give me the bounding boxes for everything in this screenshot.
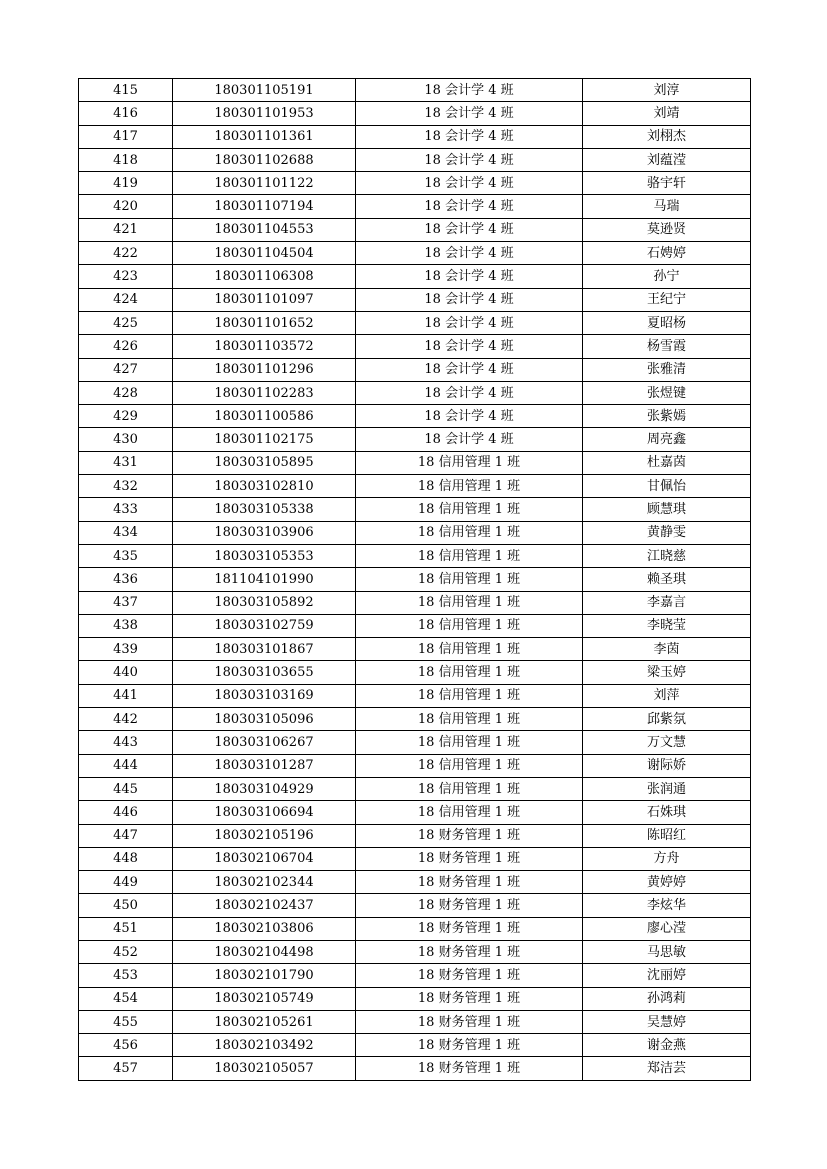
table-row	[79, 1010, 751, 1033]
table-row	[79, 638, 751, 661]
student-name-cell: 孙鸿莉	[583, 987, 751, 1010]
student-id-cell: 180303102759	[173, 614, 356, 637]
student-name-cell: 石姝琪	[583, 801, 751, 824]
class-name-cell: 18 信用管理 1 班	[356, 777, 583, 800]
class-name-cell: 18 信用管理 1 班	[356, 591, 583, 614]
student-id-cell: 180303106694	[173, 801, 356, 824]
row-number-cell: 449	[79, 871, 173, 894]
class-name-cell: 18 会计学 4 班	[356, 288, 583, 311]
table-row	[79, 544, 751, 567]
class-name-cell: 18 财务管理 1 班	[356, 1057, 583, 1080]
class-name-cell: 18 财务管理 1 班	[356, 964, 583, 987]
table-row	[79, 428, 751, 451]
student-id-cell: 180303104929	[173, 777, 356, 800]
student-id-cell: 180302102437	[173, 894, 356, 917]
class-name-cell: 18 财务管理 1 班	[356, 847, 583, 870]
class-name-cell: 18 信用管理 1 班	[356, 498, 583, 521]
class-name-cell: 18 信用管理 1 班	[356, 475, 583, 498]
table-row	[79, 451, 751, 474]
student-id-cell: 181104101990	[173, 568, 356, 591]
class-name-cell: 18 财务管理 1 班	[356, 1034, 583, 1057]
student-id-cell: 180301107194	[173, 195, 356, 218]
table-row	[79, 777, 751, 800]
class-name-cell: 18 信用管理 1 班	[356, 731, 583, 754]
class-name-cell: 18 会计学 4 班	[356, 102, 583, 125]
roster-body	[79, 79, 751, 1081]
student-id-cell: 180303101287	[173, 754, 356, 777]
class-name-cell: 18 信用管理 1 班	[356, 544, 583, 567]
student-name-cell: 顾慧琪	[583, 498, 751, 521]
table-row	[79, 1057, 751, 1080]
class-name-cell: 18 信用管理 1 班	[356, 451, 583, 474]
student-name-cell: 夏昭杨	[583, 311, 751, 334]
table-row	[79, 475, 751, 498]
student-id-cell: 180301100586	[173, 405, 356, 428]
student-id-cell: 180302105749	[173, 987, 356, 1010]
class-name-cell: 18 财务管理 1 班	[356, 894, 583, 917]
row-number-cell: 447	[79, 824, 173, 847]
table-row	[79, 708, 751, 731]
student-name-cell: 李晓莹	[583, 614, 751, 637]
table-row	[79, 731, 751, 754]
table-row	[79, 288, 751, 311]
row-number-cell: 450	[79, 894, 173, 917]
row-number-cell: 417	[79, 125, 173, 148]
student-id-cell: 180301101652	[173, 311, 356, 334]
student-id-cell: 180302103492	[173, 1034, 356, 1057]
row-number-cell: 419	[79, 172, 173, 195]
class-name-cell: 18 会计学 4 班	[356, 358, 583, 381]
row-number-cell: 457	[79, 1057, 173, 1080]
student-id-cell: 180301104504	[173, 242, 356, 265]
row-number-cell: 446	[79, 801, 173, 824]
student-id-cell: 180301105191	[173, 79, 356, 102]
class-name-cell: 18 财务管理 1 班	[356, 917, 583, 940]
student-id-cell: 180301102175	[173, 428, 356, 451]
student-name-cell: 张润通	[583, 777, 751, 800]
student-id-cell: 180303103169	[173, 684, 356, 707]
class-name-cell: 18 会计学 4 班	[356, 405, 583, 428]
class-name-cell: 18 信用管理 1 班	[356, 684, 583, 707]
student-name-cell: 吴慧婷	[583, 1010, 751, 1033]
student-id-cell: 180302102344	[173, 871, 356, 894]
row-number-cell: 421	[79, 218, 173, 241]
class-name-cell: 18 会计学 4 班	[356, 148, 583, 171]
student-name-cell: 沈丽婷	[583, 964, 751, 987]
class-name-cell: 18 会计学 4 班	[356, 265, 583, 288]
student-name-cell: 莫逊贤	[583, 218, 751, 241]
class-name-cell: 18 会计学 4 班	[356, 381, 583, 404]
table-row	[79, 940, 751, 963]
row-number-cell: 423	[79, 265, 173, 288]
student-name-cell: 刘淳	[583, 79, 751, 102]
table-row	[79, 498, 751, 521]
student-roster-table	[78, 78, 751, 1081]
student-id-cell: 180301104553	[173, 218, 356, 241]
class-name-cell: 18 信用管理 1 班	[356, 661, 583, 684]
student-id-cell: 180301101296	[173, 358, 356, 381]
student-name-cell: 陈昭红	[583, 824, 751, 847]
student-name-cell: 杜嘉茵	[583, 451, 751, 474]
row-number-cell: 440	[79, 661, 173, 684]
student-id-cell: 180303105338	[173, 498, 356, 521]
student-id-cell: 180301101122	[173, 172, 356, 195]
table-row	[79, 987, 751, 1010]
class-name-cell: 18 信用管理 1 班	[356, 638, 583, 661]
row-number-cell: 444	[79, 754, 173, 777]
row-number-cell: 424	[79, 288, 173, 311]
row-number-cell: 453	[79, 964, 173, 987]
row-number-cell: 432	[79, 475, 173, 498]
student-name-cell: 李茵	[583, 638, 751, 661]
table-row	[79, 684, 751, 707]
student-name-cell: 周亮鑫	[583, 428, 751, 451]
student-name-cell: 廖心滢	[583, 917, 751, 940]
row-number-cell: 430	[79, 428, 173, 451]
row-number-cell: 448	[79, 847, 173, 870]
table-row	[79, 125, 751, 148]
table-row	[79, 871, 751, 894]
class-name-cell: 18 会计学 4 班	[356, 242, 583, 265]
row-number-cell: 452	[79, 940, 173, 963]
table-row	[79, 102, 751, 125]
row-number-cell: 456	[79, 1034, 173, 1057]
table-row	[79, 824, 751, 847]
class-name-cell: 18 信用管理 1 班	[356, 708, 583, 731]
table-row	[79, 568, 751, 591]
row-number-cell: 425	[79, 311, 173, 334]
row-number-cell: 422	[79, 242, 173, 265]
table-row	[79, 381, 751, 404]
class-name-cell: 18 信用管理 1 班	[356, 521, 583, 544]
student-name-cell: 张紫嫣	[583, 405, 751, 428]
student-id-cell: 180303105895	[173, 451, 356, 474]
class-name-cell: 18 财务管理 1 班	[356, 1010, 583, 1033]
class-name-cell: 18 财务管理 1 班	[356, 824, 583, 847]
table-row	[79, 265, 751, 288]
student-name-cell: 石娉婷	[583, 242, 751, 265]
row-number-cell: 454	[79, 987, 173, 1010]
student-id-cell: 180301101361	[173, 125, 356, 148]
table-row	[79, 754, 751, 777]
class-name-cell: 18 会计学 4 班	[356, 218, 583, 241]
student-id-cell: 180302103806	[173, 917, 356, 940]
student-name-cell: 王纪宁	[583, 288, 751, 311]
class-name-cell: 18 会计学 4 班	[356, 311, 583, 334]
student-id-cell: 180302106704	[173, 847, 356, 870]
student-name-cell: 谢金燕	[583, 1034, 751, 1057]
row-number-cell: 416	[79, 102, 173, 125]
class-name-cell: 18 会计学 4 班	[356, 335, 583, 358]
row-number-cell: 441	[79, 684, 173, 707]
student-name-cell: 黄婷婷	[583, 871, 751, 894]
row-number-cell: 442	[79, 708, 173, 731]
table-row	[79, 79, 751, 102]
table-row	[79, 847, 751, 870]
student-name-cell: 刘蕴滢	[583, 148, 751, 171]
class-name-cell: 18 财务管理 1 班	[356, 940, 583, 963]
row-number-cell: 438	[79, 614, 173, 637]
class-name-cell: 18 会计学 4 班	[356, 428, 583, 451]
table-row	[79, 148, 751, 171]
student-id-cell: 180303103906	[173, 521, 356, 544]
student-name-cell: 万文慧	[583, 731, 751, 754]
student-id-cell: 180302105261	[173, 1010, 356, 1033]
table-row	[79, 917, 751, 940]
student-id-cell: 180303105892	[173, 591, 356, 614]
student-id-cell: 180301103572	[173, 335, 356, 358]
class-name-cell: 18 信用管理 1 班	[356, 614, 583, 637]
student-name-cell: 方舟	[583, 847, 751, 870]
student-id-cell: 180303101867	[173, 638, 356, 661]
row-number-cell: 418	[79, 148, 173, 171]
row-number-cell: 455	[79, 1010, 173, 1033]
student-id-cell: 180301101097	[173, 288, 356, 311]
class-name-cell: 18 会计学 4 班	[356, 125, 583, 148]
table-row	[79, 521, 751, 544]
row-number-cell: 439	[79, 638, 173, 661]
student-name-cell: 郑洁芸	[583, 1057, 751, 1080]
student-name-cell: 邱紫氛	[583, 708, 751, 731]
table-row	[79, 1034, 751, 1057]
student-name-cell: 张煜键	[583, 381, 751, 404]
student-name-cell: 谢际娇	[583, 754, 751, 777]
class-name-cell: 18 会计学 4 班	[356, 195, 583, 218]
student-id-cell: 180302101790	[173, 964, 356, 987]
student-id-cell: 180303105353	[173, 544, 356, 567]
row-number-cell: 451	[79, 917, 173, 940]
table-row	[79, 405, 751, 428]
student-name-cell: 江晓慈	[583, 544, 751, 567]
student-id-cell: 180303105096	[173, 708, 356, 731]
row-number-cell: 434	[79, 521, 173, 544]
student-name-cell: 黄静雯	[583, 521, 751, 544]
table-row	[79, 801, 751, 824]
row-number-cell: 428	[79, 381, 173, 404]
table-row	[79, 335, 751, 358]
table-row	[79, 311, 751, 334]
student-name-cell: 马瑞	[583, 195, 751, 218]
row-number-cell: 445	[79, 777, 173, 800]
table-row	[79, 661, 751, 684]
row-number-cell: 435	[79, 544, 173, 567]
student-name-cell: 张雅清	[583, 358, 751, 381]
row-number-cell: 429	[79, 405, 173, 428]
student-name-cell: 李嘉言	[583, 591, 751, 614]
class-name-cell: 18 信用管理 1 班	[356, 568, 583, 591]
student-id-cell: 180301102688	[173, 148, 356, 171]
student-id-cell: 180302105196	[173, 824, 356, 847]
row-number-cell: 436	[79, 568, 173, 591]
student-name-cell: 马思敏	[583, 940, 751, 963]
student-id-cell: 180302105057	[173, 1057, 356, 1080]
table-row	[79, 614, 751, 637]
student-id-cell: 180302104498	[173, 940, 356, 963]
student-name-cell: 甘佩怡	[583, 475, 751, 498]
class-name-cell: 18 信用管理 1 班	[356, 754, 583, 777]
student-name-cell: 刘栩杰	[583, 125, 751, 148]
table-row	[79, 242, 751, 265]
student-id-cell: 180303103655	[173, 661, 356, 684]
table-row	[79, 218, 751, 241]
student-name-cell: 赖圣琪	[583, 568, 751, 591]
student-name-cell: 刘靖	[583, 102, 751, 125]
table-row	[79, 195, 751, 218]
class-name-cell: 18 财务管理 1 班	[356, 871, 583, 894]
student-name-cell: 孙宁	[583, 265, 751, 288]
student-name-cell: 刘萍	[583, 684, 751, 707]
table-row	[79, 964, 751, 987]
class-name-cell: 18 会计学 4 班	[356, 172, 583, 195]
row-number-cell: 415	[79, 79, 173, 102]
row-number-cell: 443	[79, 731, 173, 754]
table-row	[79, 172, 751, 195]
row-number-cell: 431	[79, 451, 173, 474]
row-number-cell: 433	[79, 498, 173, 521]
class-name-cell: 18 信用管理 1 班	[356, 801, 583, 824]
student-id-cell: 180303102810	[173, 475, 356, 498]
student-id-cell: 180301106308	[173, 265, 356, 288]
table-row	[79, 358, 751, 381]
student-name-cell: 杨雪霞	[583, 335, 751, 358]
row-number-cell: 427	[79, 358, 173, 381]
table-row	[79, 894, 751, 917]
student-name-cell: 李炫华	[583, 894, 751, 917]
student-id-cell: 180301101953	[173, 102, 356, 125]
table-row	[79, 591, 751, 614]
row-number-cell: 426	[79, 335, 173, 358]
row-number-cell: 437	[79, 591, 173, 614]
class-name-cell: 18 会计学 4 班	[356, 79, 583, 102]
class-name-cell: 18 财务管理 1 班	[356, 987, 583, 1010]
student-id-cell: 180301102283	[173, 381, 356, 404]
row-number-cell: 420	[79, 195, 173, 218]
student-id-cell: 180303106267	[173, 731, 356, 754]
student-name-cell: 骆宇轩	[583, 172, 751, 195]
student-name-cell: 梁玉婷	[583, 661, 751, 684]
